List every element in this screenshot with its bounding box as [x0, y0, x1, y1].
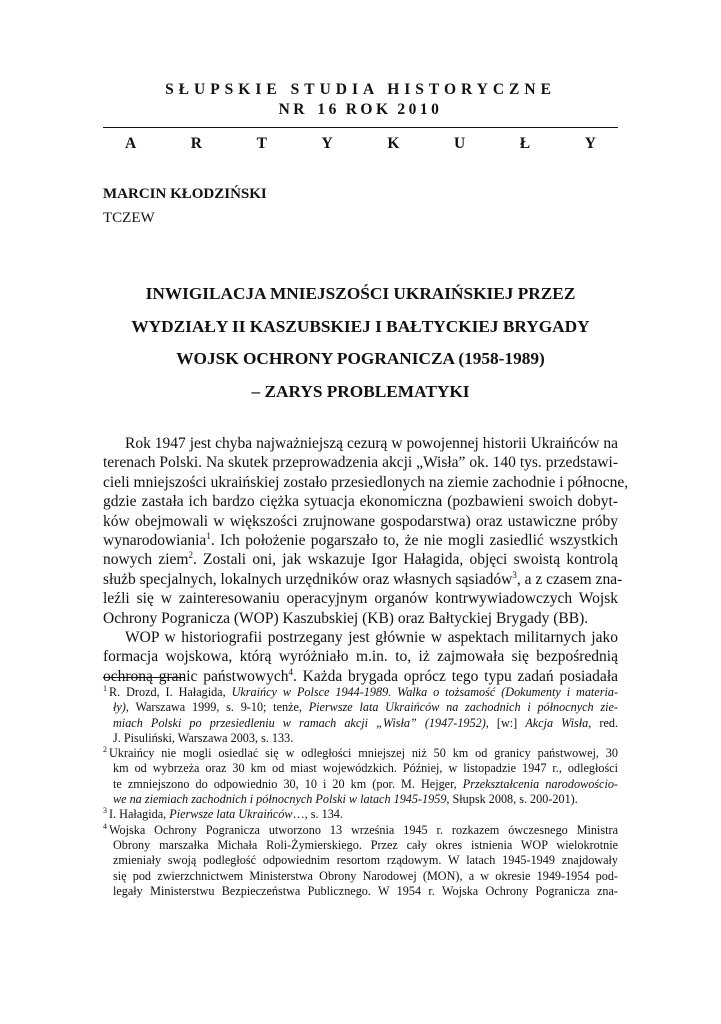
title-line: – ZARYS PROBLEMATYKI	[251, 381, 470, 401]
footnote-line	[103, 792, 618, 807]
body-line: terenach Polski. Na skutek przeprowadzenia akcji „Wisła” ok. 140 tys. przedstawi-	[103, 454, 618, 472]
footnote-text: I. Hałagida,	[109, 807, 170, 822]
footnote-text: , red.	[588, 715, 619, 730]
footnote-number: 2	[103, 745, 107, 755]
body-text-run: . Ich położenie pogarszało to, że nie mogli zasiedlić wszystkich	[210, 531, 618, 549]
footnote-text: , Warszawa 1999, s. 9-10; tenże,	[125, 700, 309, 715]
footnote-line	[103, 716, 618, 731]
footnote-text: Ukraińcy nie mogli osiedlać się w odległości mniejszej niż 50 km od granicy państwowej, 30	[109, 746, 618, 761]
footnote-line	[103, 823, 618, 838]
footnote-line	[103, 746, 618, 761]
body-text-run: . Każda brygada oprócz tego typu zadań posiadała	[292, 667, 619, 685]
footnote-line	[103, 685, 618, 700]
section-letter: T	[256, 135, 267, 152]
footnote-text: Pierwsze lata Ukraińców na zachodnich i północnych zie-	[308, 700, 618, 715]
footnote-text: Wojska Ochrony Pogranicza utworzono 13 września 1945 r. rozkazem ówczesnego Ministra	[109, 822, 618, 837]
footnote-text: miach Polski po przesiedleniu w ramach akcji „Wisła” (1947-1952)	[113, 715, 486, 730]
author-affiliation: TCZEW	[103, 210, 155, 226]
author-name: MARCIN KŁODZIŃSKI	[103, 186, 267, 202]
footnote-text: , [w:]	[485, 715, 526, 730]
footnote-ref[interactable]: 3	[512, 569, 517, 580]
footnote-line: J. Pisuliński, Warszawa 2003, s. 133.	[113, 730, 294, 745]
body-line: Rok 1947 jest chyba najważniejszą cezurą w powojennej historii Ukraińców na	[125, 435, 618, 452]
footnote-text: te zmniejszono do odpowiednio 30, 10 i 20 km (por. M. Hejger,	[113, 776, 463, 791]
body-line: gdzie zastała ich bardzo ciężka sytuacja ekonomiczna (pozbawieni swoich dobyt-	[103, 493, 618, 511]
title-line: INWIGILACJA MNIEJSZOŚCI UKRAIŃSKIEJ PRZEZ	[145, 284, 576, 303]
footnote-rule	[103, 677, 185, 678]
footnote-line: legały Ministerstwu Bezpieczeństwa Publicznego. W 1954 r. Wojska Ochrony Pogranicza zna-	[113, 883, 618, 898]
journal-title: SŁUPSKIE STUDIA HISTORYCZNE	[165, 81, 556, 98]
body-text-run: ochroną granic państwowych	[103, 667, 289, 685]
body-line: leźli się w zainteresowaniu operacyjnym organów kontrwywiadowczych Wojsk	[103, 590, 618, 608]
footnote-text: Pierwsze lata Ukraińców	[169, 807, 293, 822]
footnote-text: , Słupsk 2008, s. 200-201).	[446, 792, 578, 807]
section-letter: K	[387, 135, 400, 152]
title-line: WOJSK OCHRONY POGRANICZA (1958-1989)	[176, 349, 545, 368]
footnote-text: we na ziemiach zachodnich i północnych Polski w latach 1945-1959	[113, 792, 447, 807]
footnote-line: zmieniały swoją podległość odpowiednim resortom rządowym. W latach 1945-1949 znajdowały	[113, 853, 618, 868]
footnote-line: km od wybrzeża oraz 30 km od miast wojewódzkich. Później, w listopadzie 1947 r., odległości	[113, 761, 618, 776]
footnote-text: …, s. 134.	[292, 807, 343, 822]
footnote-line	[103, 777, 618, 792]
footnote-text: ły)	[113, 700, 126, 715]
footnote-text: R. Drozd, I. Hałagida,	[109, 685, 232, 699]
issue-number: NR 16	[278, 101, 340, 118]
footnotes	[103, 685, 618, 899]
section-heading	[103, 135, 618, 153]
section-letter: Y	[321, 135, 333, 152]
footnote-line	[103, 807, 618, 822]
issue-line	[103, 101, 618, 119]
section-letter: R	[190, 135, 202, 152]
title-line: WYDZIAŁY II KASZUBSKIEJ I BAŁTYCKIEJ BRYGADY	[131, 316, 590, 336]
footnote-ref[interactable]: 2	[188, 550, 193, 561]
body-text	[103, 434, 629, 686]
footnote-number: 4	[103, 821, 107, 831]
body-line: WOP w historiografii postrzegany jest głównie w aspektach militarnych jako	[125, 628, 618, 646]
body-text-run: służb specjalnych, lokalnych urzędników oraz własnych sąsiadów	[103, 570, 513, 588]
body-line: Ochrony Pogranicza (WOP) Kaszubskiej (KB) oraz Bałtyckiej Brygady (BB).	[103, 609, 589, 627]
footnote-text: Przekształcenia narodowościo-	[462, 776, 618, 791]
body-line: cieli mniejszości ukraińskiej zostało przesiedlonych na ziemie zachodnie i północne,	[103, 473, 629, 491]
body-line	[103, 531, 618, 550]
section-letter: U	[453, 135, 466, 152]
article-title	[80, 278, 641, 408]
footnote-line: się pod zwierzchnictwem Ministerstwa Obrony Narodowej (MON), a w okresie 1949-1954 pod-	[113, 868, 618, 883]
footnote-text: Akcja Wisła	[525, 715, 589, 730]
footnote-number: 3	[103, 806, 107, 816]
footnote-ref[interactable]: 4	[288, 666, 293, 677]
body-line	[103, 550, 618, 569]
footnote-number: 1	[103, 683, 107, 693]
section-letter: A	[125, 135, 137, 152]
footnote-ref[interactable]: 1	[206, 530, 211, 541]
issue-rok: ROK	[345, 101, 392, 118]
section-letter: Y	[584, 135, 596, 152]
body-text-run: nowych ziem	[103, 551, 189, 569]
header-rule	[103, 127, 618, 128]
footnote-line	[103, 700, 618, 715]
footnote-text: Ukraińcy w Polsce 1944-1989. Walka o tożsamość (Dokumenty i materia-	[231, 685, 619, 699]
issue-year: 2010	[397, 101, 443, 118]
body-line	[103, 569, 623, 589]
body-text-run: wynarodowiania	[103, 531, 207, 549]
body-line: ków obejmowali w większości zrujnowane gospodarstwa) oraz ustawiczne próby	[103, 512, 618, 530]
body-text-run: , a z czasem zna-	[516, 570, 623, 588]
section-letter: Ł	[519, 135, 531, 152]
body-text-run: . Zostali oni, jak wskazuje Igor Hałagida, objęci swoistą kontrolą	[192, 551, 618, 569]
body-line: formacja wojskowa, którą wyróżniało m.in. to, iż zajmowała się bezpośrednią	[103, 648, 618, 666]
footnote-line: Obrony marszałka Michała Roli-Żymierskiego. Przez cały okres istnienia WOP wielokrotnie	[113, 837, 618, 852]
